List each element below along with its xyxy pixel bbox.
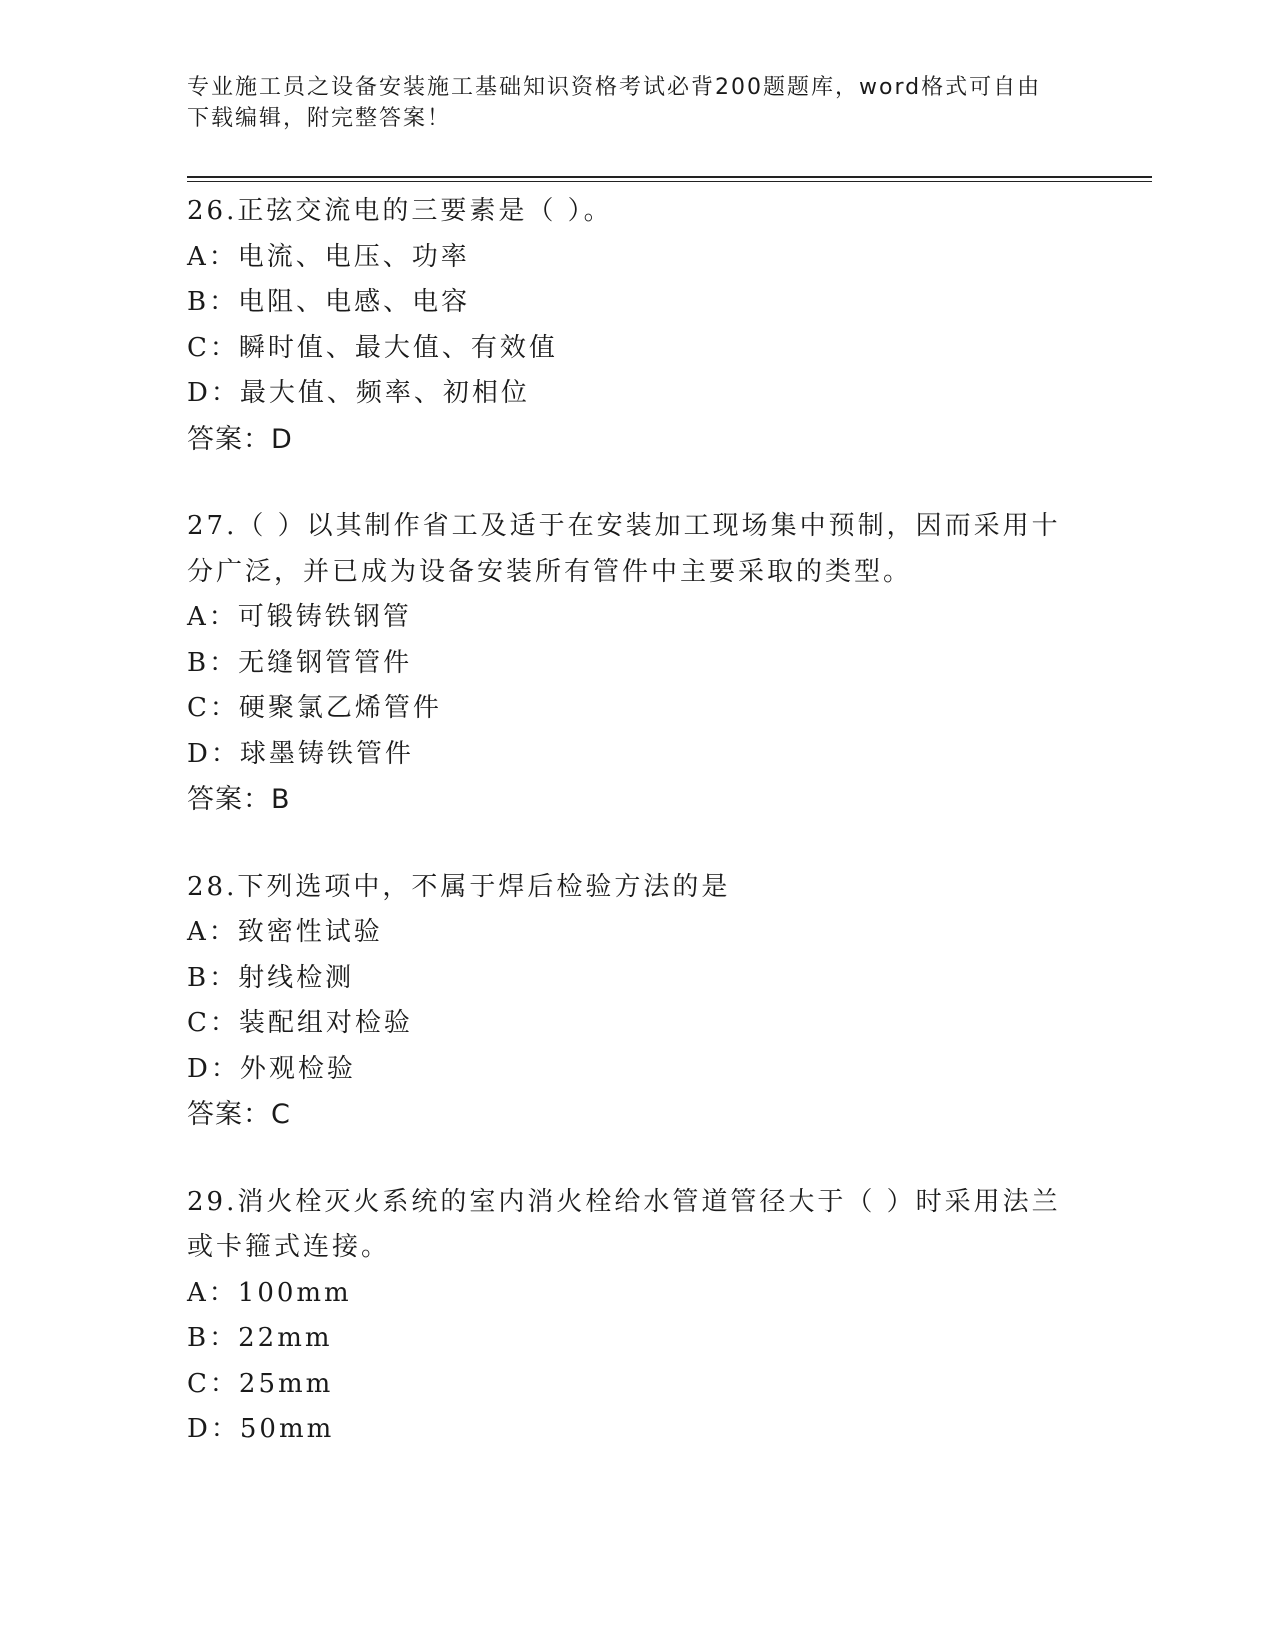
option-d [187, 732, 1067, 778]
option-text: 球墨铸铁管件 [239, 738, 414, 769]
option-d [187, 371, 1067, 417]
option-text: 可锻铸铁钢管 [237, 602, 412, 632]
question-28 [187, 865, 1067, 1138]
option-text: 22mm [238, 1323, 333, 1353]
question-stem: 28.下列选项中，不属于焊后检验方法的是 [187, 871, 731, 902]
option-letter: D： [187, 378, 240, 408]
question-26 [187, 189, 1067, 462]
option-text: 射线检测 [238, 962, 355, 993]
header-line-2: 下载编辑，附完整答案！ [187, 106, 452, 131]
option-letter: D： [187, 738, 240, 769]
question-list [187, 189, 1067, 1495]
question-27 [187, 504, 1067, 823]
option-text: 50mm [239, 1414, 335, 1444]
document-header [187, 72, 1087, 134]
option-letter: C： [187, 1008, 239, 1038]
option-a [187, 910, 1067, 956]
option-text: 100mm [237, 1277, 352, 1308]
option-b [187, 280, 1067, 326]
option-letter: A： [187, 1277, 238, 1308]
option-c [187, 326, 1067, 372]
option-letter: C： [187, 332, 239, 363]
answer-line: 答案：B [187, 784, 291, 815]
header-divider-thin [187, 181, 1152, 182]
option-text: 外观检验 [239, 1053, 356, 1084]
option-letter: C： [187, 1368, 239, 1399]
option-a [187, 595, 1067, 641]
option-d [187, 1047, 1067, 1093]
question-stem: 29.消火栓灭火系统的室内消火栓给水管道管径大于（ ）时采用法兰或卡箍式连接。 [187, 1186, 1061, 1262]
option-a [187, 235, 1067, 281]
option-letter: B： [187, 1323, 239, 1353]
option-letter: D： [187, 1053, 240, 1084]
option-text: 硬聚氯乙烯管件 [238, 693, 442, 723]
option-c [187, 1362, 1067, 1408]
option-text: 最大值、频率、初相位 [239, 378, 530, 408]
question-29 [187, 1180, 1067, 1453]
option-letter: D： [187, 1414, 240, 1444]
option-text: 瞬时值、最大值、有效值 [238, 332, 558, 363]
option-b [187, 1316, 1067, 1362]
option-d [187, 1407, 1067, 1453]
option-letter: A： [187, 241, 238, 272]
option-a [187, 1271, 1067, 1317]
option-letter: B： [187, 647, 239, 678]
option-b [187, 956, 1067, 1002]
option-text: 致密性试验 [237, 917, 383, 947]
option-text: 无缝钢管管件 [238, 647, 413, 678]
question-stem: 26.正弦交流电的三要素是（ ）。 [187, 196, 613, 226]
header-divider-thick [187, 176, 1152, 178]
option-c [187, 686, 1067, 732]
option-letter: A： [187, 917, 238, 947]
option-letter: B： [187, 962, 239, 993]
header-line-1: 专业施工员之设备安装施工基础知识资格考试必背200题题库，word格式可自由 [187, 75, 1042, 100]
option-letter: A： [187, 602, 238, 632]
option-text: 装配组对检验 [238, 1008, 413, 1038]
answer-line: 答案：D [187, 423, 293, 455]
option-text: 电阻、电感、电容 [238, 287, 471, 317]
question-stem: 27.（ ）以其制作省工及适于在安装加工现场集中预制，因而采用十分广泛，并已成为设备安装所有管件中主要采取的类型。 [187, 511, 1061, 587]
option-letter: C： [187, 693, 239, 723]
option-b [187, 641, 1067, 687]
option-c [187, 1001, 1067, 1047]
option-letter: B： [187, 287, 239, 317]
answer-line: 答案：C [187, 1099, 291, 1130]
option-text: 电流、电压、功率 [237, 241, 470, 272]
option-text: 25mm [238, 1368, 334, 1399]
